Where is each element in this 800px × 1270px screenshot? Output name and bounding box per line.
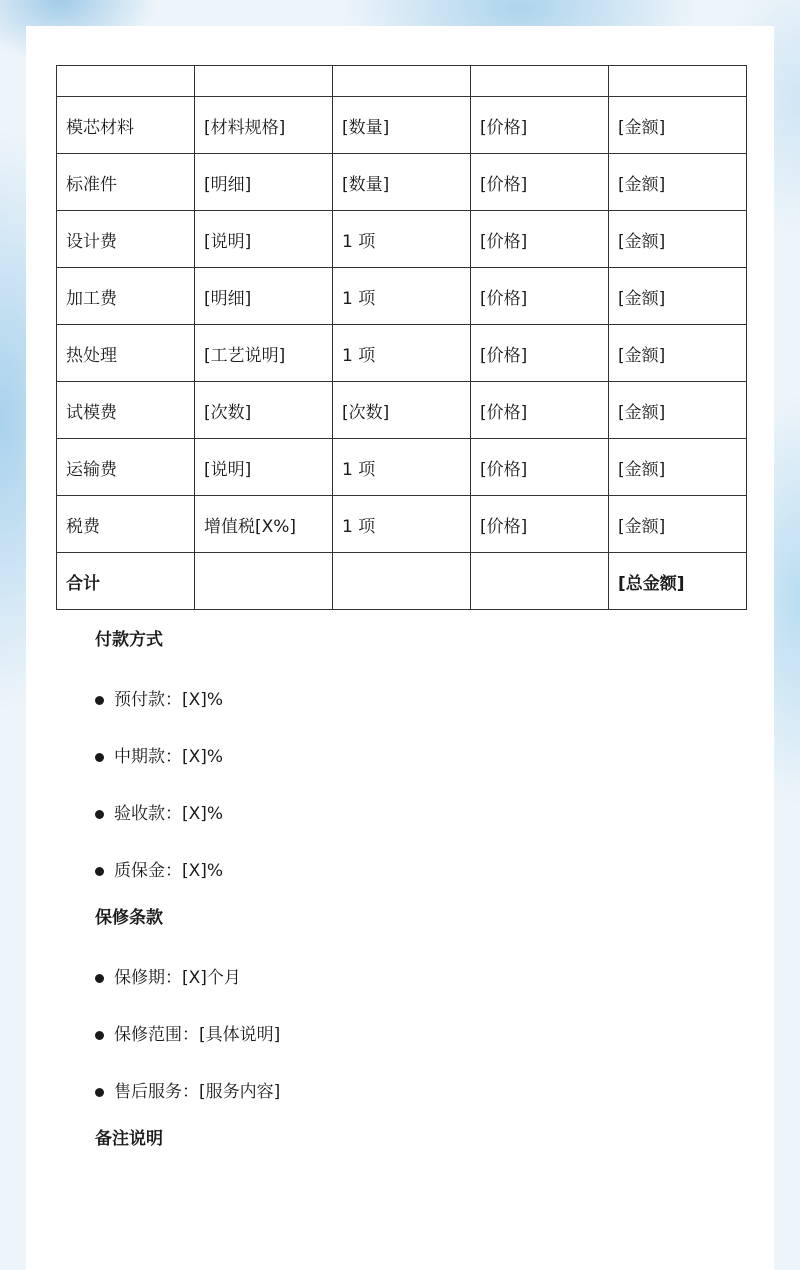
table-row: [57, 97, 747, 154]
payment-item-text: 中期款：[X]%: [114, 747, 224, 767]
table-row: [57, 496, 747, 553]
table-header-cell: [333, 66, 471, 97]
warranty-item: [95, 950, 735, 1007]
item-name-cell: 运输费: [57, 439, 195, 496]
table-row: [57, 382, 747, 439]
table-row: [57, 439, 747, 496]
item-name-cell: 设计费: [57, 211, 195, 268]
item-amount-cell: [金额]: [609, 382, 747, 439]
notes-section-title: 备注说明: [95, 1129, 163, 1149]
bullet-dot-icon: [95, 1088, 104, 1097]
item-price-cell: [价格]: [471, 439, 609, 496]
payment-item: [95, 786, 735, 843]
bullet-dot-icon: [95, 974, 104, 983]
bullet-dot-icon: [95, 867, 104, 876]
table-header-row: [57, 66, 747, 97]
item-name-cell: 标准件: [57, 154, 195, 211]
item-price-cell: [价格]: [471, 382, 609, 439]
item-name-cell: 热处理: [57, 325, 195, 382]
table-row: [57, 325, 747, 382]
item-name-cell: 模芯材料: [57, 97, 195, 154]
item-amount-cell: [金额]: [609, 154, 747, 211]
table-header-cell: [195, 66, 333, 97]
payment-item: [95, 843, 735, 900]
table-row: [57, 154, 747, 211]
total-amount: [总金额]: [609, 553, 747, 610]
item-quantity-cell: 1 项: [333, 268, 471, 325]
total-row: [57, 553, 747, 610]
quote-table: [56, 65, 747, 610]
bullet-dot-icon: [95, 810, 104, 819]
table-header-cell: [609, 66, 747, 97]
item-price-cell: [价格]: [471, 268, 609, 325]
payment-section-title: 付款方式: [95, 630, 163, 650]
item-amount-cell: [金额]: [609, 97, 747, 154]
total-empty-cell: [471, 553, 609, 610]
table-row: [57, 268, 747, 325]
warranty-item-text: 保修范围：[具体说明]: [114, 1025, 281, 1045]
item-spec-cell: [说明]: [195, 439, 333, 496]
item-price-cell: [价格]: [471, 211, 609, 268]
item-quantity-cell: 1 项: [333, 496, 471, 553]
item-amount-cell: [金额]: [609, 211, 747, 268]
total-empty-cell: [333, 553, 471, 610]
payment-item-text: 验收款：[X]%: [114, 804, 224, 824]
item-quantity-cell: 1 项: [333, 325, 471, 382]
item-spec-cell: [说明]: [195, 211, 333, 268]
payment-item-text: 质保金：[X]%: [114, 861, 224, 881]
item-name-cell: 加工费: [57, 268, 195, 325]
payment-item: [95, 729, 735, 786]
warranty-item: [95, 1007, 735, 1064]
payment-item: [95, 672, 735, 729]
item-name-cell: 税费: [57, 496, 195, 553]
item-quantity-cell: 1 项: [333, 211, 471, 268]
item-spec-cell: [明细]: [195, 154, 333, 211]
terms-sections: [95, 622, 735, 1157]
item-quantity-cell: [数量]: [333, 154, 471, 211]
table-row: [57, 211, 747, 268]
payment-item-text: 预付款：[X]%: [114, 690, 224, 710]
warranty-item: [95, 1064, 735, 1121]
table-header-cell: [471, 66, 609, 97]
warranty-section-title: 保修条款: [95, 908, 163, 928]
item-spec-cell: 增值税[X%]: [195, 496, 333, 553]
item-spec-cell: [材料规格]: [195, 97, 333, 154]
item-amount-cell: [金额]: [609, 496, 747, 553]
total-empty-cell: [195, 553, 333, 610]
bullet-dot-icon: [95, 1031, 104, 1040]
item-amount-cell: [金额]: [609, 439, 747, 496]
item-amount-cell: [金额]: [609, 268, 747, 325]
warranty-item-text: 保修期：[X]个月: [114, 968, 241, 988]
item-price-cell: [价格]: [471, 496, 609, 553]
item-spec-cell: [次数]: [195, 382, 333, 439]
item-amount-cell: [金额]: [609, 325, 747, 382]
table-header-cell: [57, 66, 195, 97]
item-price-cell: [价格]: [471, 325, 609, 382]
item-quantity-cell: 1 项: [333, 439, 471, 496]
item-spec-cell: [明细]: [195, 268, 333, 325]
bullet-dot-icon: [95, 696, 104, 705]
item-quantity-cell: [数量]: [333, 97, 471, 154]
item-price-cell: [价格]: [471, 97, 609, 154]
total-label: 合计: [57, 553, 195, 610]
item-quantity-cell: [次数]: [333, 382, 471, 439]
item-spec-cell: [工艺说明]: [195, 325, 333, 382]
bullet-dot-icon: [95, 753, 104, 762]
item-price-cell: [价格]: [471, 154, 609, 211]
item-name-cell: 试模费: [57, 382, 195, 439]
warranty-item-text: 售后服务：[服务内容]: [114, 1082, 281, 1102]
